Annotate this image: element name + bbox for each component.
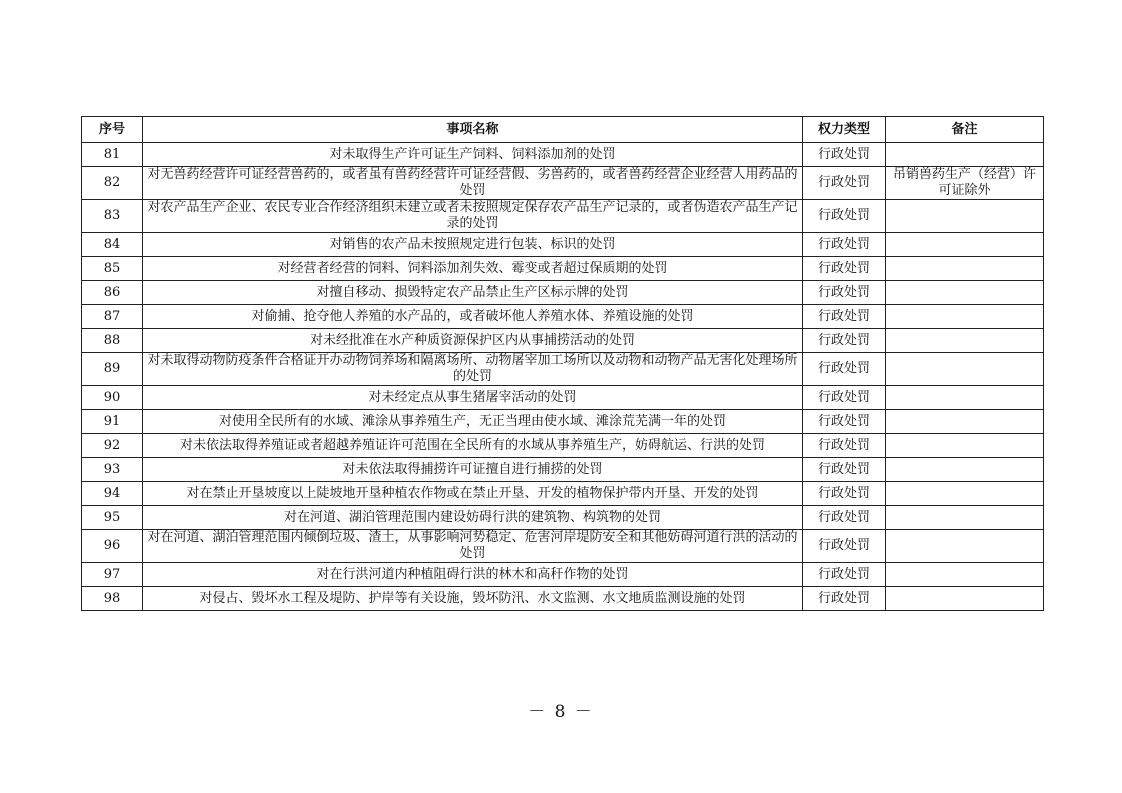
table-row — [82, 410, 1044, 434]
table-row — [82, 563, 1044, 587]
row-remarks — [886, 257, 1044, 281]
table-row — [82, 143, 1044, 167]
row-item-name: 对使用全民所有的水域、滩涂从事养殖生产，无正当理由使水域、滩涂荒芜满一年的处罚 — [143, 410, 803, 434]
row-item-name: 对未依法取得养殖证或者超越养殖证许可范围在全民所有的水域从事养殖生产，妨碍航运、行洪的处罚 — [143, 434, 803, 458]
row-number: 82 — [82, 167, 143, 200]
row-remarks — [886, 329, 1044, 353]
row-remarks — [886, 458, 1044, 482]
row-remarks — [886, 305, 1044, 329]
row-item-name: 对未经批准在水产种质资源保护区内从事捕捞活动的处罚 — [143, 329, 803, 353]
row-remarks — [886, 143, 1044, 167]
row-power-type: 行政处罚 — [803, 458, 886, 482]
row-item-name: 对未取得动物防疫条件合格证开办动物饲养场和隔离场所、动物屠宰加工场所以及动物和动物产品无害化处理场所的处罚 — [143, 353, 803, 386]
header-power-type: 权力类型 — [803, 117, 886, 143]
row-item-name: 对经营者经营的饲料、饲料添加剂失效、霉变或者超过保质期的处罚 — [143, 257, 803, 281]
row-item-name: 对未依法取得捕捞许可证擅自进行捕捞的处罚 — [143, 458, 803, 482]
header-item-name: 事项名称 — [143, 117, 803, 143]
row-remarks: 吊销兽药生产（经营）许可证除外 — [886, 167, 1044, 200]
row-item-name: 对无兽药经营许可证经营兽药的，或者虽有兽药经营许可证经营假、劣兽药的，或者兽药经营企业经营人用药品的处罚 — [143, 167, 803, 200]
row-number: 86 — [82, 281, 143, 305]
row-remarks — [886, 353, 1044, 386]
row-power-type: 行政处罚 — [803, 386, 886, 410]
row-power-type: 行政处罚 — [803, 257, 886, 281]
row-item-name: 对农产品生产企业、农民专业合作经济组织未建立或者未按照规定保存农产品生产记录的，或者伪造农产品生产记录的处罚 — [143, 200, 803, 233]
row-power-type: 行政处罚 — [803, 167, 886, 200]
row-item-name: 对在禁止开垦坡度以上陡坡地开垦种植农作物或在禁止开垦、开发的植物保护带内开垦、开发的处罚 — [143, 482, 803, 506]
row-power-type: 行政处罚 — [803, 200, 886, 233]
row-item-name: 对侵占、毁坏水工程及堤防、护岸等有关设施，毁坏防汛、水文监测、水文地质监测设施的处罚 — [143, 587, 803, 611]
row-power-type: 行政处罚 — [803, 482, 886, 506]
header-remarks: 备注 — [886, 117, 1044, 143]
table-row — [82, 233, 1044, 257]
row-remarks — [886, 200, 1044, 233]
row-number: 84 — [82, 233, 143, 257]
table-body — [82, 143, 1044, 611]
row-power-type: 行政处罚 — [803, 329, 886, 353]
table-row — [82, 506, 1044, 530]
table-row — [82, 530, 1044, 563]
row-power-type: 行政处罚 — [803, 281, 886, 305]
table-row — [82, 281, 1044, 305]
row-number: 87 — [82, 305, 143, 329]
table-row — [82, 329, 1044, 353]
row-number: 91 — [82, 410, 143, 434]
row-power-type: 行政处罚 — [803, 305, 886, 329]
row-remarks — [886, 434, 1044, 458]
row-power-type: 行政处罚 — [803, 410, 886, 434]
row-number: 83 — [82, 200, 143, 233]
table-row — [82, 353, 1044, 386]
row-remarks — [886, 386, 1044, 410]
table-row — [82, 458, 1044, 482]
table-row — [82, 482, 1044, 506]
items-table — [81, 116, 1044, 611]
row-item-name: 对在河道、湖泊管理范围内倾倒垃圾、渣土，从事影响河势稳定、危害河岸堤防安全和其他妨碍河道行洪的活动的处罚 — [143, 530, 803, 563]
row-remarks — [886, 482, 1044, 506]
row-item-name: 对偷捕、抢夺他人养殖的水产品的，或者破坏他人养殖水体、养殖设施的处罚 — [143, 305, 803, 329]
row-remarks — [886, 506, 1044, 530]
row-number: 90 — [82, 386, 143, 410]
row-remarks — [886, 563, 1044, 587]
row-power-type: 行政处罚 — [803, 233, 886, 257]
row-item-name: 对在河道、湖泊管理范围内建设妨碍行洪的建筑物、构筑物的处罚 — [143, 506, 803, 530]
table-row — [82, 386, 1044, 410]
row-power-type: 行政处罚 — [803, 143, 886, 167]
row-power-type: 行政处罚 — [803, 587, 886, 611]
row-number: 89 — [82, 353, 143, 386]
row-remarks — [886, 410, 1044, 434]
row-item-name: 对未取得生产许可证生产饲料、饲料添加剂的处罚 — [143, 143, 803, 167]
row-remarks — [886, 530, 1044, 563]
table-row — [82, 434, 1044, 458]
row-power-type: 行政处罚 — [803, 563, 886, 587]
row-item-name: 对在行洪河道内种植阻碍行洪的林木和高秆作物的处罚 — [143, 563, 803, 587]
table-row — [82, 257, 1044, 281]
row-item-name: 对未经定点从事生猪屠宰活动的处罚 — [143, 386, 803, 410]
row-remarks — [886, 587, 1044, 611]
header-number: 序号 — [82, 117, 143, 143]
table-row — [82, 305, 1044, 329]
row-number: 92 — [82, 434, 143, 458]
row-number: 88 — [82, 329, 143, 353]
row-remarks — [886, 281, 1044, 305]
row-number: 96 — [82, 530, 143, 563]
row-power-type: 行政处罚 — [803, 353, 886, 386]
table-row — [82, 200, 1044, 233]
row-remarks — [886, 233, 1044, 257]
row-number: 81 — [82, 143, 143, 167]
row-number: 94 — [82, 482, 143, 506]
page-number: － 8 － — [528, 702, 594, 722]
row-number: 95 — [82, 506, 143, 530]
row-number: 98 — [82, 587, 143, 611]
row-power-type: 行政处罚 — [803, 506, 886, 530]
row-number: 93 — [82, 458, 143, 482]
row-number: 85 — [82, 257, 143, 281]
table-header-row — [82, 117, 1044, 143]
row-item-name: 对擅自移动、损毁特定农产品禁止生产区标示牌的处罚 — [143, 281, 803, 305]
row-number: 97 — [82, 563, 143, 587]
row-power-type: 行政处罚 — [803, 530, 886, 563]
table-row — [82, 167, 1044, 200]
table-row — [82, 587, 1044, 611]
row-item-name: 对销售的农产品未按照规定进行包装、标识的处罚 — [143, 233, 803, 257]
row-power-type: 行政处罚 — [803, 434, 886, 458]
